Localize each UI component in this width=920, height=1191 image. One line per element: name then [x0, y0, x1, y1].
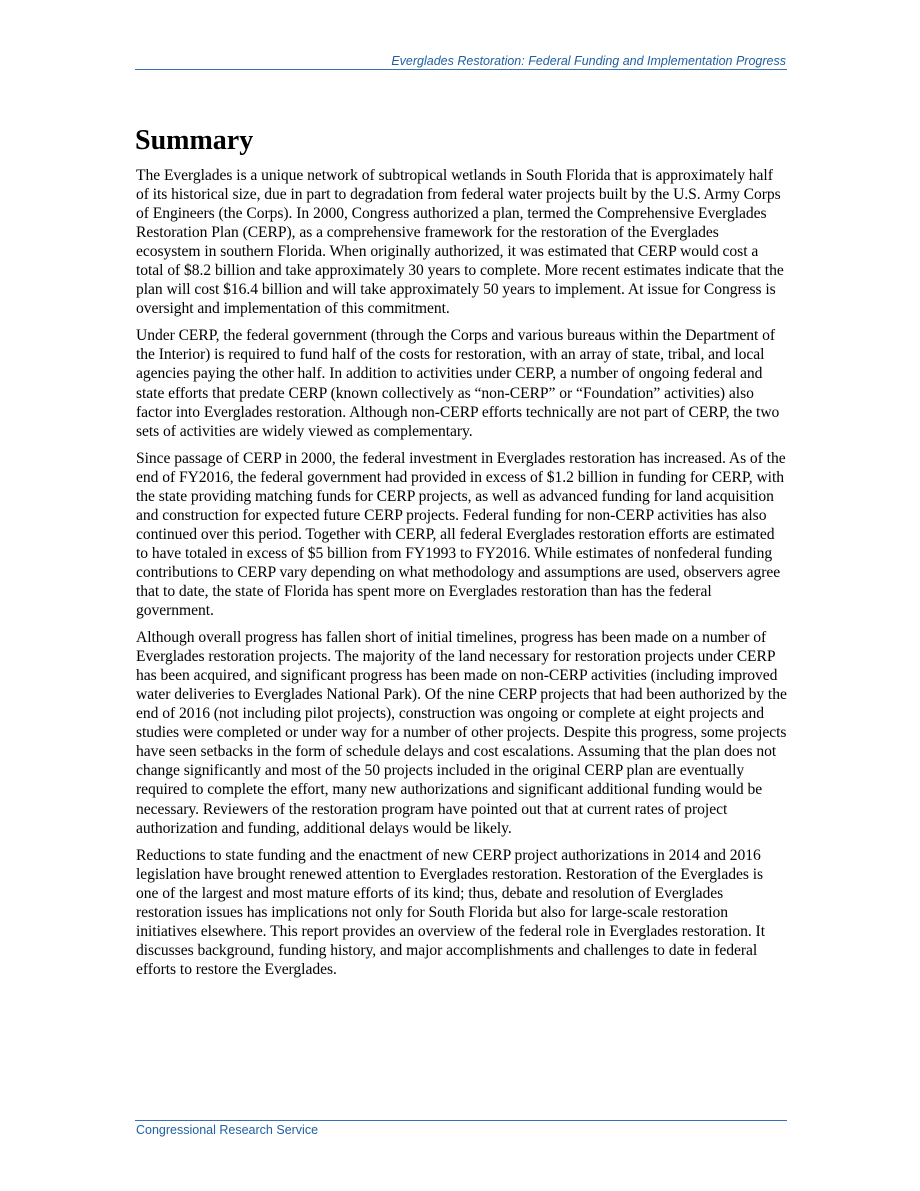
summary-paragraph-2: Under CERP, the federal government (through the Corps and various bureaus within the Department of the Interior) is required to fund half of the costs for restoration, with an array of state, tribal, and local agencies paying the other half. In addition to activities under CERP, a number of ongoing federal and state efforts that predate CERP (known collectively as “non-CERP” or “Foundation” activities) also factor into Everglades restoration. Although non-CERP efforts technically are not part of CERP, the two sets of activities are widely viewed as complementary. [136, 327, 780, 440]
footer-divider [135, 1120, 787, 1121]
running-header-title: Everglades Restoration: Federal Funding and Implementation Progress [391, 54, 786, 68]
summary-paragraph-1: The Everglades is a unique network of subtropical wetlands in South Florida that is approximately half of its historical size, due in part to degradation from federal water projects built by the U.S. Army Corps of Engineers (the Corps). In 2000, Congress authorized a plan, termed the Comprehensive Everglades Restoration Plan (CERP), as a comprehensive framework for the restoration of the Everglades ecosystem in southern Florida. When originally authorized, it was estimated that CERP would cost a total of $8.2 billion and take approximately 30 years to complete. More recent estimates indicate that the plan will cost $16.4 billion and will take approximately 50 years to implement. At issue for Congress is oversight and implementation of this commitment. [136, 167, 784, 318]
footer-organization: Congressional Research Service [136, 1123, 319, 1137]
header-divider [135, 69, 787, 70]
summary-body [136, 166, 787, 987]
section-title: Summary [135, 125, 254, 156]
summary-paragraph-5: Reductions to state funding and the enactment of new CERP project authorizations in 2014 and 2016 legislation have brought renewed attention to Everglades restoration. Restoration of the Everglades is one of the largest and most mature efforts of its kind; thus, debate and resolution of Everglades restoration issues has implications not only for South Florida but also for large-scale restoration initiatives elsewhere. This report provides an overview of the federal role in Everglades restoration. It discusses background, funding history, and major accomplishments and challenges to date in federal efforts to restore the Everglades. [136, 846, 765, 978]
summary-paragraph-4: Although overall progress has fallen short of initial timelines, progress has been made on a number of Everglades restoration projects. The majority of the land necessary for restoration projects under CERP has been acquired, and significant progress has been made on non-CERP activities (including improved water deliveries to Everglades National Park). Of the nine CERP projects that had been authorized by the end of 2016 (not including pilot projects), construction was ongoing or complete at eight projects and studies were completed or under way for a number of other projects. Despite this progress, some projects have seen setbacks in the form of schedule delays and cost escalations. Assuming that the plan does not change significantly and most of the 50 projects included in the original CERP plan are eventually required to complete the effort, many new authorizations and significant additional funding would be necessary. Reviewers of the restoration program have pointed out that at current rates of project authorization and funding, additional delays would be likely. [136, 629, 787, 837]
summary-paragraph-3: Since passage of CERP in 2000, the federal investment in Everglades restoration has increased. As of the end of FY2016, the federal government had provided in excess of $1.2 billion in funding for CERP, with the state providing matching funds for CERP projects, as well as advanced funding for land acquisition and construction for expected future CERP projects. Federal funding for non-CERP activities has also continued over this period. Together with CERP, all federal Everglades restoration efforts are estimated to have totaled in excess of $5 billion from FY1993 to FY2016. While estimates of nonfederal funding contributions to CERP vary depending on what methodology and assumptions are used, observers agree that to date, the state of Florida has spent more on Everglades restoration than has the federal government. [136, 449, 786, 620]
